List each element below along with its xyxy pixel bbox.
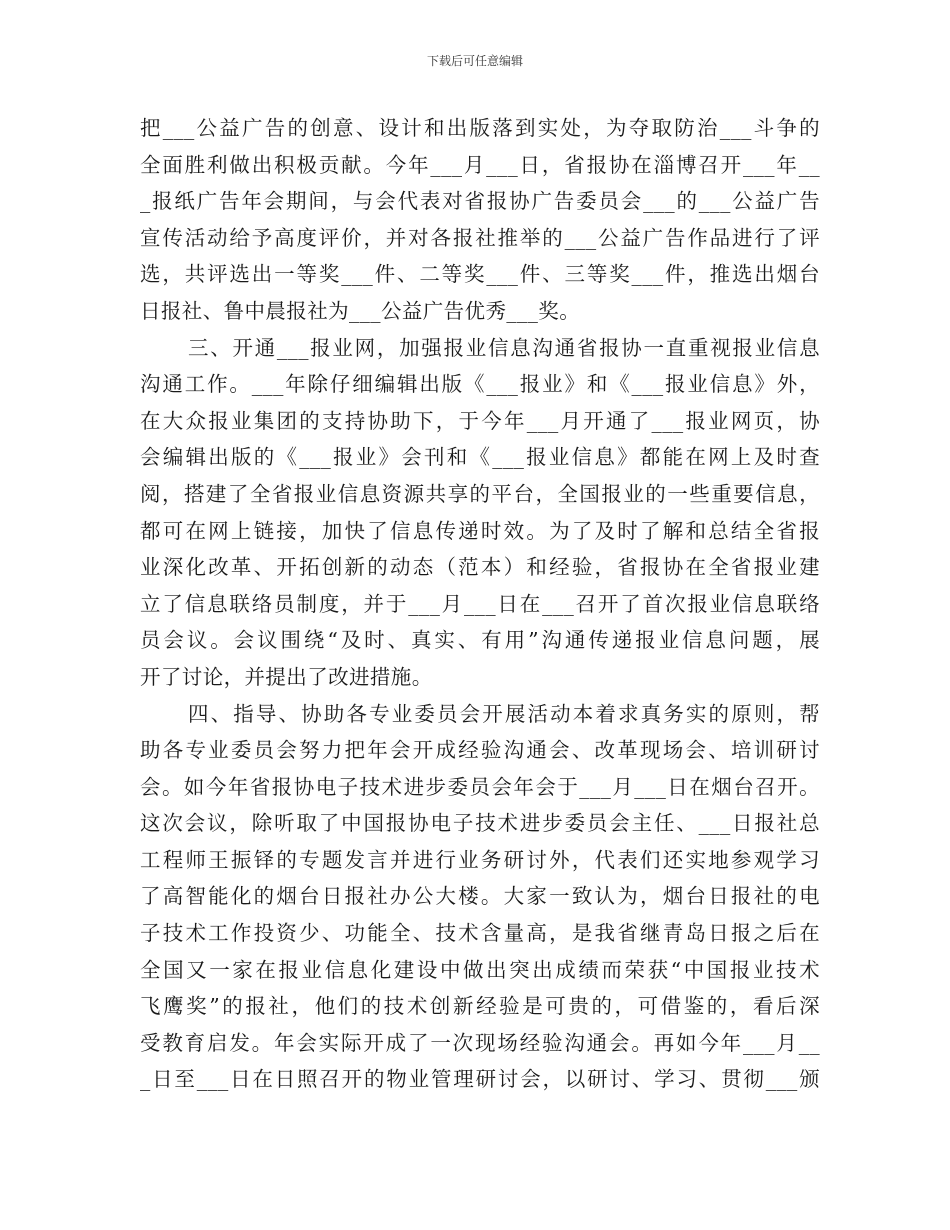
body-line: 选，共评选出一等奖___件、二等奖___件、三等奖___件，推选出烟台 (140, 262, 820, 287)
body-line: 会编辑出版的《___报业》会刊和《___报业信息》都能在网上及时查 (140, 445, 820, 470)
body-line: 三、开通___报业网，加强报业信息沟通省报协一直重视报业信息 (188, 335, 820, 360)
body-line: 会。如今年省报协电子技术进步委员会年会于___月___日在烟台召开。 (140, 774, 820, 799)
body-line: 沟通工作。___年除仔细编辑出版《___报业》和《___报业信息》外， (140, 372, 820, 397)
body-line: 在大众报业集团的支持协助下，于今年___月开通了___报业网页，协 (140, 408, 820, 433)
body-line: 全国又一家在报业信息化建设中做出突出成绩而荣获“中国报业技术 (140, 957, 820, 982)
body-line: 飞鹰奖”的报社，他们的技术创新经验是可贵的，可借鉴的，看后深 (140, 994, 820, 1019)
body-line: 日报社、鲁中晨报社为___公益广告优秀___奖。 (140, 298, 581, 323)
body-line: 员会议。会议围绕“及时、真实、有用”沟通传递报业信息问题，展 (140, 628, 820, 653)
body-line: 工程师王振铎的专题发言并进行业务研讨外，代表们还实地参观学习 (140, 847, 820, 872)
body-line: 全面胜利做出积极贡献。今年___月___日，省报协在淄博召开___年__ (140, 152, 820, 177)
body-line: 开了讨论，并提出了改进措施。 (140, 664, 433, 689)
body-line: 把___公益广告的创意、设计和出版落到实处，为夺取防治___斗争的 (140, 116, 820, 140)
body-line: 四、指导、协助各专业委员会开展活动本着求真务实的原则，帮 (188, 701, 820, 726)
body-line: 宣传活动给予高度评价，并对各报社推举的___公益广告作品进行了评 (140, 225, 820, 250)
body-line: 立了信息联络员制度，并于___月___日在___召开了首次报业信息联络 (140, 591, 820, 616)
page-header: 下载后可任意编辑 (426, 54, 523, 68)
body-line: _日至___日在日照召开的物业管理研讨会，以研讨、学习、贯彻___颁 (140, 1067, 820, 1092)
body-line: 子技术工作投资少、功能全、技术含量高，是我省继青岛日报之后在 (140, 921, 820, 946)
body-line: _报纸广告年会期间，与会代表对省报协广告委员会___的___公益广告 (140, 189, 820, 214)
body-line: 助各专业委员会努力把年会开成经验沟通会、改革现场会、培训研讨 (140, 738, 820, 763)
body-line: 受教育启发。年会实际开成了一次现场经验沟通会。再如今年___月__ (140, 1030, 820, 1055)
body-line: 这次会议，除听取了中国报协电子技术进步委员会主任、___日报社总 (140, 811, 820, 836)
document-body (140, 110, 820, 1098)
body-line: 业深化改革、开拓创新的动态（范本）和经验，省报协在全省报业建 (140, 555, 820, 580)
body-line: 了高智能化的烟台日报社办公大楼。大家一致认为，烟台日报社的电 (140, 884, 820, 909)
body-line: 都可在网上链接，加快了信息传递时效。为了及时了解和总结全省报 (140, 518, 820, 543)
body-line: 阅，搭建了全省报业信息资源共享的平台，全国报业的一些重要信息， (140, 481, 820, 506)
